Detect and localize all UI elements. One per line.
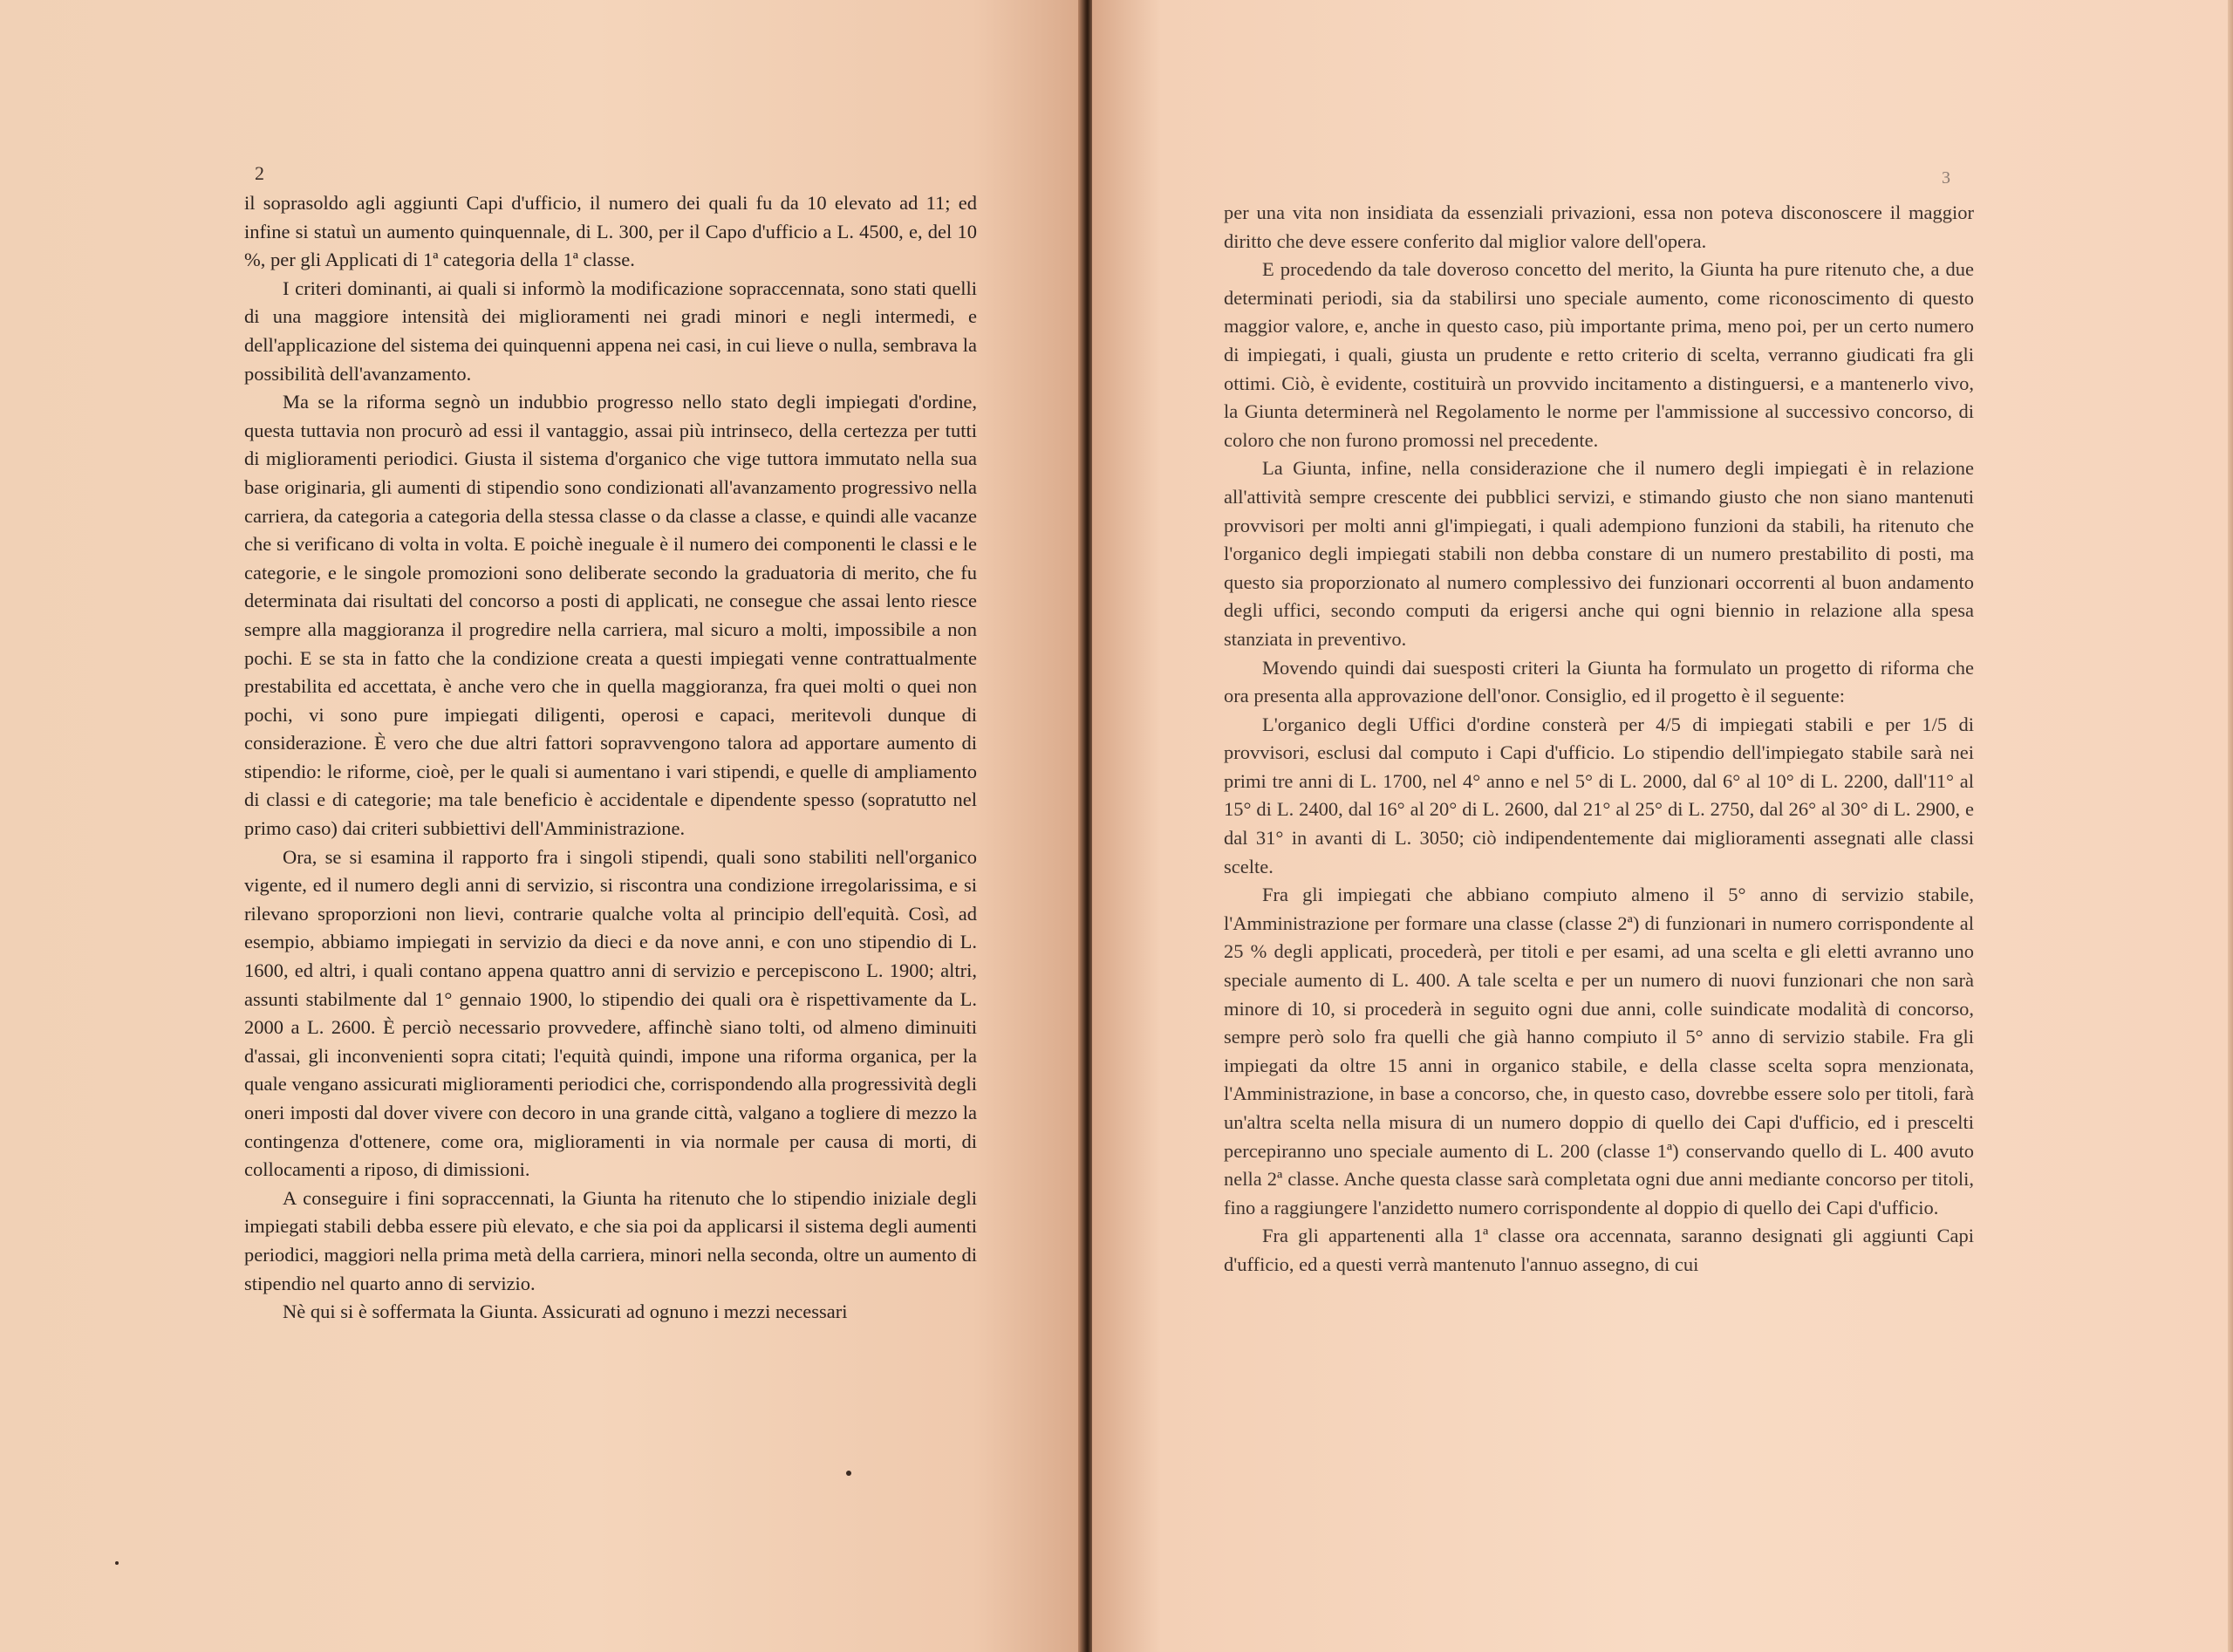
left-page-body [244,189,977,1327]
paragraph: Fra gli impiegati che abbiano compiuto almeno il 5° anno di servizio stabile, l'Amministrazione per formare una classe (classe 2ª) di funzionari in numero corrispondente al 25 % degli applicati, procederà, per titoli e per esami, ad una scelta e gli eletti avranno uno speciale aumento di L. 400. A tale scelta e per un numero di nuovi funzionari che non sarà minore di 10, si procederà in seguito ogni due anni, colle suindicate modalità di concorso, sempre però solo fra quelli che già hanno compiuto il 5° anno di servizio stabile. Fra gli impiegati da oltre 15 anni in organico stabile, e della classe scelta sopra menzionata, l'Amministrazione, in base a concorso, che, in questo caso, dovrebbe essere solo per titoli, farà un'altra scelta nella misura di un numero doppio di quello dei Capi d'ufficio, ed i prescelti percepiranno uno speciale aumento di L. 200 (classe 1ª) conservando quello di L. 400 avuto nella 2ª classe. Anche questa classe sarà completata ogni due anni mediante concorso per titoli, fino a raggiungere l'anzidetto numero corrispondente al doppio di quello dei Capi d'ufficio. [1224,884,1974,1219]
left-page [0,0,1082,1652]
paragraph: per una vita non insidiata da essenziali privazioni, essa non poteva disconoscere il maggior diritto che deve essere conferito dal miglior valore dell'opera. [1224,201,1974,252]
right-page-body [1224,199,1974,1280]
paragraph: A conseguire i fini sopraccennati, la Giunta ha ritenuto che lo stipendio iniziale degli impiegati stabili debba essere più elevato, e che sia poi da applicarsi il sistema degli aumenti periodici, maggiori nella prima metà della carriera, minori nella seconda, oltre un aumento di stipendio nel quarto anno di servizio. [244,1186,977,1294]
ink-speck [846,1471,851,1476]
page-edge [2228,0,2233,1652]
paragraph: E procedendo da tale doveroso concetto del merito, la Giunta ha pure ritenuto che, a due determinati periodi, sia da stabilirsi uno speciale aumento, come riconoscimento di questo maggior valore, e, anche in questo caso, più importante prima, meno poi, per un certo numero di impiegati, i quali, giusta un prudente e retto criterio di scelta, verranno giudicati fra gli ottimi. Ciò, è evidente, costituirà un provvido incitamento a distinguersi, e a mantenerlo vivo, la Giunta determinerà nel Regolamento le norme per l'ammissione al successivo concorso, di coloro che non furono promossi nel precedente. [1224,258,1974,451]
page-number: 2 [255,162,264,184]
paragraph: I criteri dominanti, ai quali si informò la modificazione sopraccennata, sono stati quelli di una maggiore intensità dei miglioramenti nei gradi minori e negli intermedi, e dell'applicazione del sistema dei quinquenni appena nei casi, in cui lieve o nulla, sembrava la possibilità dell'avanzamento. [244,276,977,385]
paragraph: La Giunta, infine, nella considerazione che il numero degli impiegati è in relazione all'attività sempre crescente dei pubblici servizi, e stimando giusto che non siano mantenuti provvisori per molti anni gl'impiegati, i quali adempiono funzioni da stabili, ha ritenuto che l'organico degli impiegati stabili non debba constare di un numero prestabilito di posti, ma questo sia proporzionato al numero complessivo dei funzionari occorrenti al buon andamento degli uffici, secondo computi da erigersi anche qui ogni biennio in relazione alla spesa stanziata in preventivo. [1224,457,1974,650]
paragraph: L'organico degli Uffici d'ordine consterà per 4/5 di impiegati stabili e per 1/5 di provvisori, esclusi dal computo i Capi d'ufficio. Lo stipendio dell'impiegato stabile sarà nei primi tre anni di L. 1700, nel 4° anno e nel 5° di L. 2000, dal 6° al 10° di L. 2200, dall'11° al 15° di L. 2400, dal 16° al 20° di L. 2600, dal 21° al 25° di L. 2750, dal 26° al 30° di L. 2900, e dal 31° in avanti di L. 3050; ciò indipendentemente dai miglioramenti assegnati alle classi scelte. [1224,713,1974,877]
ink-speck [115,1561,119,1565]
page-number: 3 [1942,168,1950,188]
paragraph: Ma se la riforma segnò un indubbio progresso nello stato degli impiegati d'ordine, questa tuttavia non procurò ad essi il vantaggio, assai più intrinseco, della certezza per tutti di miglioramenti periodici. Giusta il sistema d'organico che vige tuttora immutato nella sua base originaria, gli aumenti di stipendio sono condizionati all'avanzamento progressivo nella carriera, da categoria a categoria della stessa classe o da classe a classe, e quindi alle vacanze che si verificano di volta in volta. E poichè ineguale è il numero dei componenti le classi e le categorie, e le singole promozioni sono deliberate secondo la graduatoria di merito, che fu determinata dai risultati del concorso a posti di applicati, ne consegue che assai lento riesce sempre alla maggioranza il progredire nella carriera, mal sicuro a molti, impossibile a non pochi. E se sta in fatto che la condizione creata a questi impiegati venne contrattualmente prestabilita ed accettata, è anche vero che in quella maggioranza, fra quei molti o quei non pochi, vi sono pure impiegati diligenti, operosi e capaci, meritevoli dunque di considerazione. È vero che due altri fattori sopravvengono talora ad apportare aumento di stipendio: le riforme, cioè, per le quali si aumentano i vari stipendi, e quelle di ampliamento di classi e di categorie; ma tale beneficio è accidentale e dipendente spesso (sopratutto nel primo caso) dai criteri subbiettivi dell'Amministrazione. [244,391,977,840]
paragraph: il soprasoldo agli aggiunti Capi d'ufficio, il numero dei quali fu da 10 elevato ad 11; ed infine si statuì un aumento quinquennale, di L. 300, per il Capo d'ufficio a L. 4500, e, del 10 %, per gli Applicati di 1ª categoria della 1ª classe. [244,192,977,271]
paragraph: Nè qui si è soffermata la Giunta. Assicurati ad ognuno i mezzi necessari [283,1300,848,1323]
paragraph: Movendo quindi dai suesposti criteri la Giunta ha formulato un progetto di riforma che ora presenta alla approvazione dell'onor. Consiglio, ed il progetto è il seguente: [1224,656,1974,707]
paragraph: Ora, se si esamina il rapporto fra i singoli stipendi, quali sono stabiliti nell'organico vigente, ed il numero degli anni di servizio, si riscontra una condizione irregolarissima, e si rilevano sproporzioni non lievi, contrarie qualche volta al principio dell'equità. Così, ad esempio, abbiamo impiegati in servizio da dieci e da nove anni, e con uno stipendio di L. 1600, ed altri, i quali contano appena quattro anni di servizio e percepiscono L. 1900; altri, assunti stabilmente dal 1° gennaio 1900, lo stipendio dei quali ora è rispettivamente da L. 2000 a L. 2600. È perciò necessario provvedere, affinchè siano tolti, od almeno diminuiti d'assai, gli inconvenienti sopra citati; l'equità quindi, impone una riforma organica, per la quale vengano assicurati miglioramenti periodici che, corrispondendo alla progressività degli oneri imposti dal dover vivere con decoro in una grande città, valgano a togliere di mezzo la contingenza d'ottenere, come ora, miglioramenti in via normale per causa di morti, di collocamenti a riposo, di dimissioni. [244,845,977,1181]
paragraph: Fra gli appartenenti alla 1ª classe ora accennata, saranno designati gli aggiunti Capi d'ufficio, ed a questi verrà mantenuto l'annuo assegno, di cui [1224,1225,1974,1275]
